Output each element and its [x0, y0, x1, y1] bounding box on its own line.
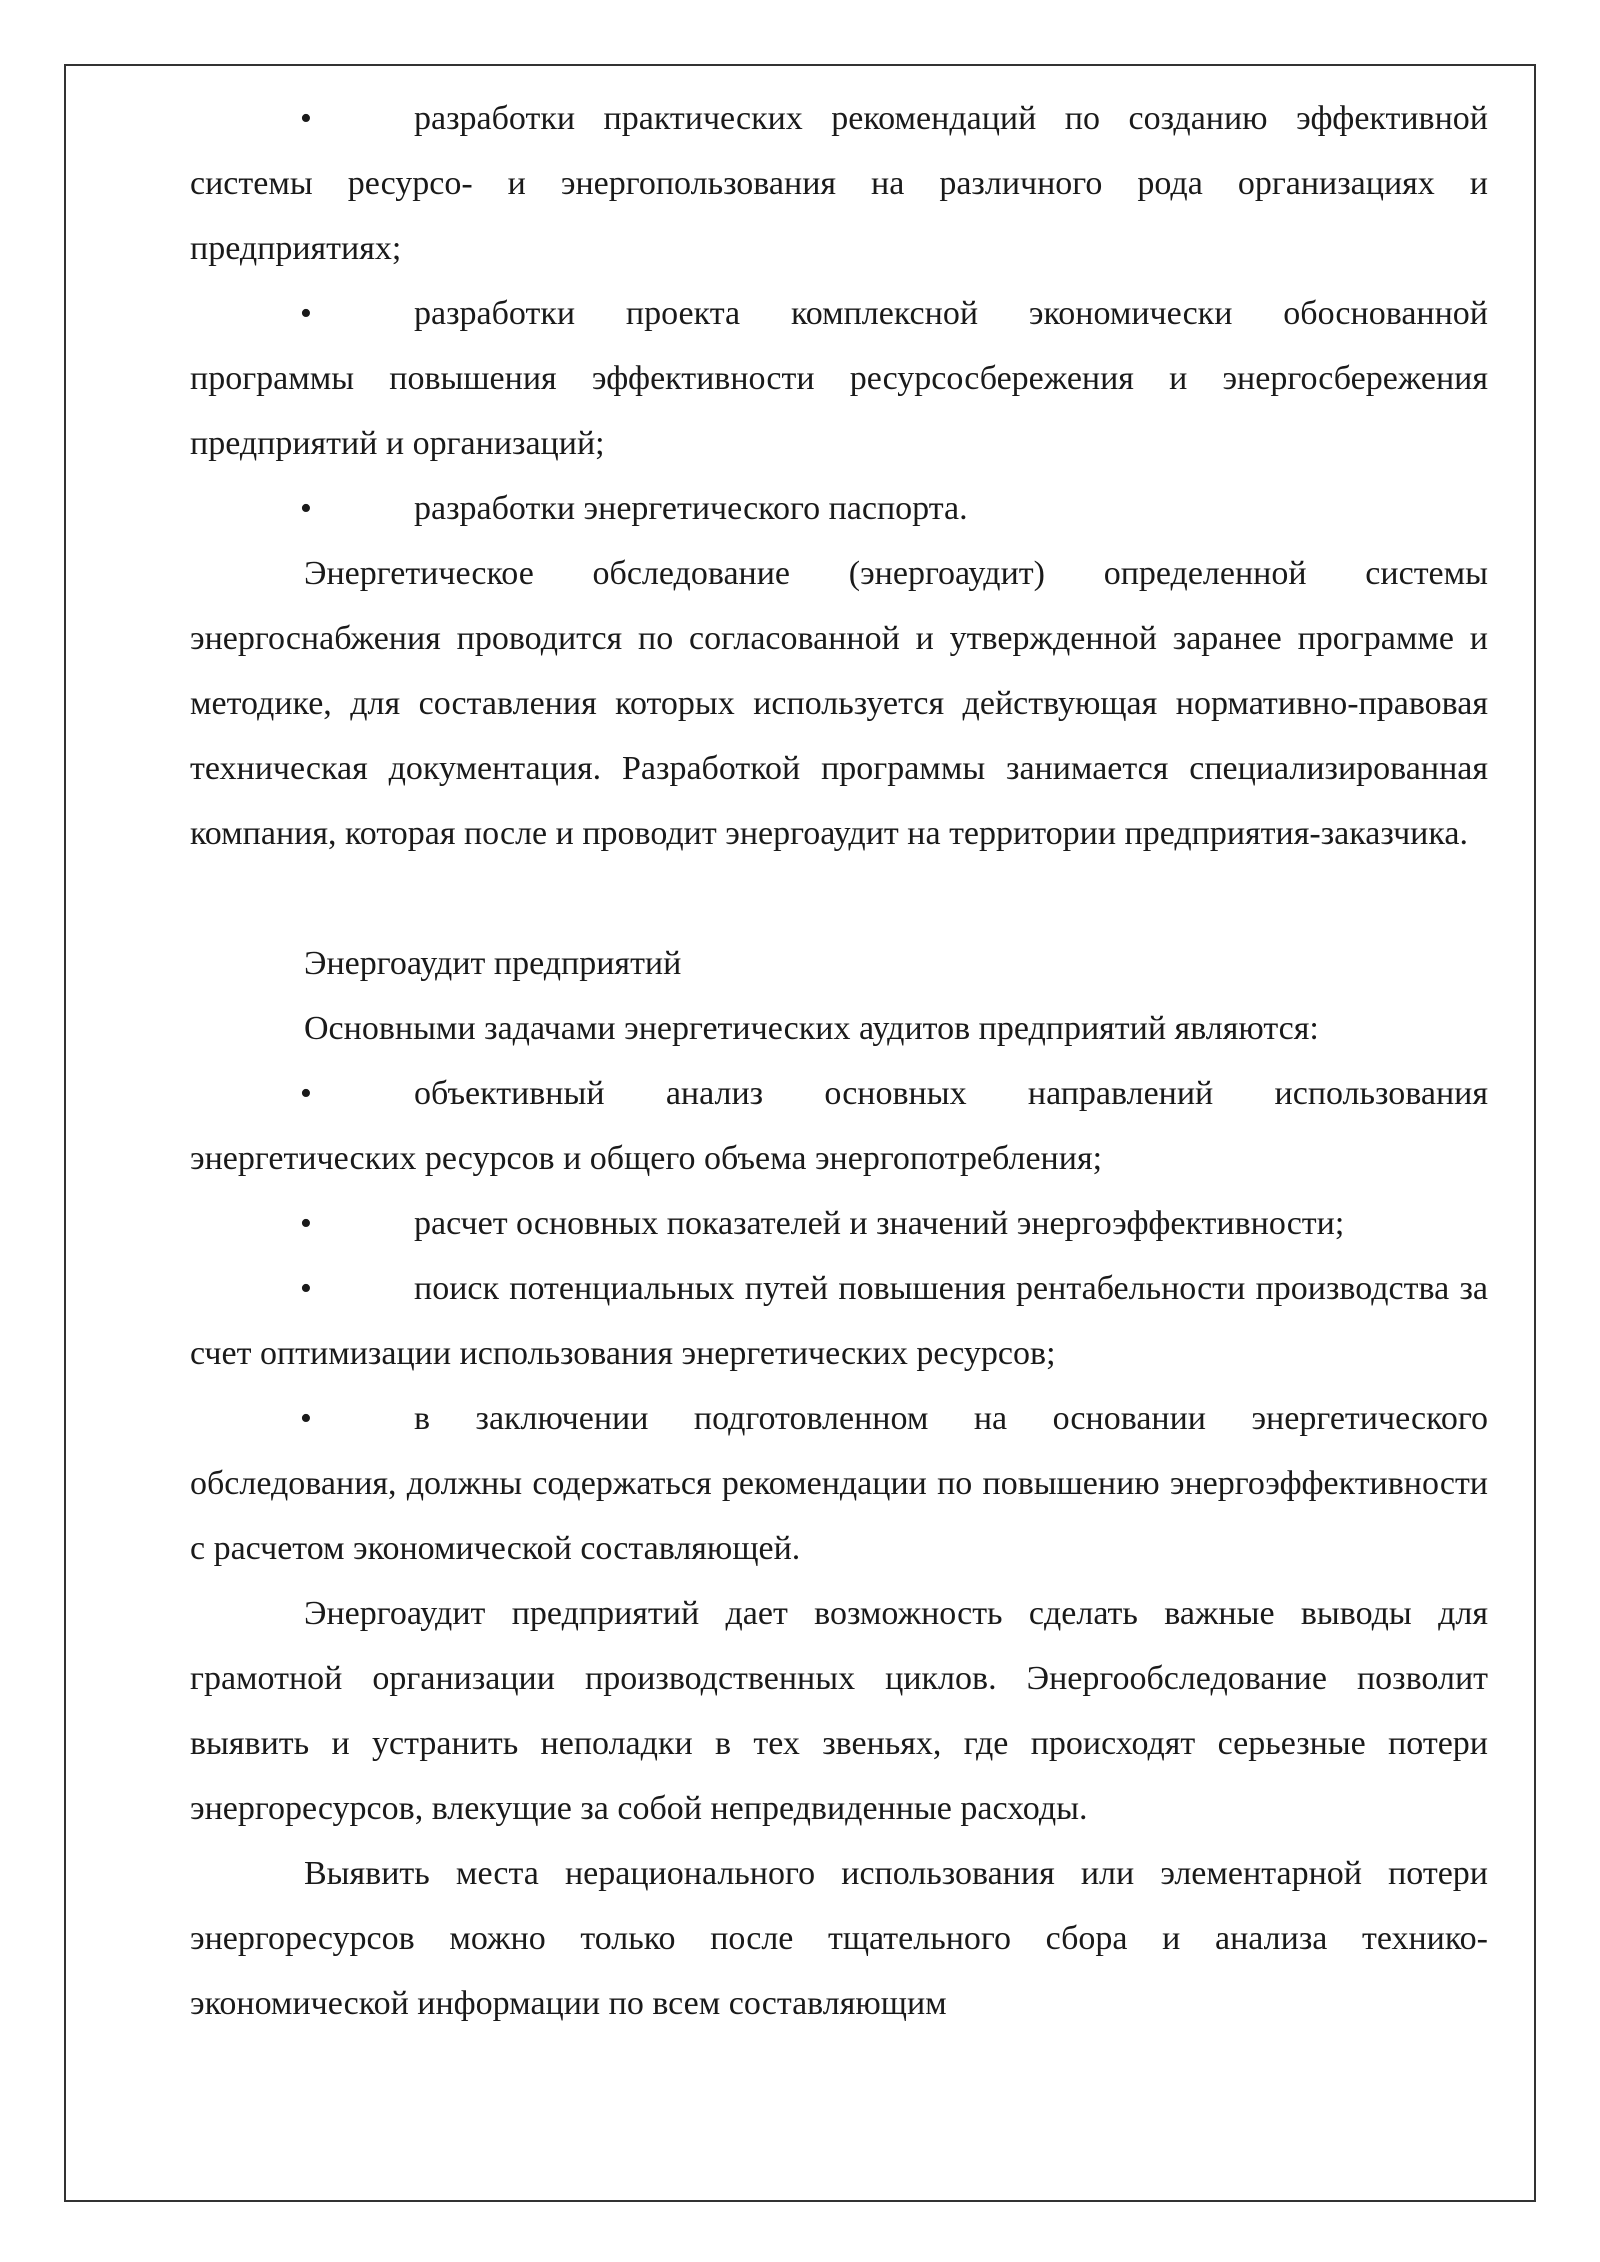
list-item — [190, 281, 1488, 476]
bullet-icon: • — [300, 490, 312, 527]
list-item-text: разработки энергетического паспорта. — [414, 490, 968, 527]
body-paragraph: Выявить места нерационального использования или элементарной потери энергоресурсов можно только после тщательного сбора и анализа технико-экономической информации по всем составляющим — [190, 1855, 1488, 2022]
bullet-icon: • — [300, 295, 312, 332]
body-paragraph: Энергоаудит предприятий дает возможность сделать важные выводы для грамотной организации производственных циклов. Энергообследование позволит выявить и устранить неполадки в тех звеньях, где происходят серьезные потери энергоресурсов, влекущие за собой непредвиденные расходы. — [190, 1595, 1488, 1827]
list-item — [190, 1386, 1488, 1581]
list-item — [190, 1191, 1488, 1256]
bullet-icon: • — [300, 1400, 312, 1437]
bullet-icon: • — [300, 1205, 312, 1242]
bullet-icon: • — [300, 1075, 312, 1112]
list-item — [190, 1061, 1488, 1191]
list-item — [190, 1256, 1488, 1386]
list-item-text: расчет основных показателей и значений энергоэффективности; — [414, 1205, 1345, 1242]
document-body — [190, 86, 1488, 2036]
list-item-text: поиск потенциальных путей повышения рентабельности производства за счет оптимизации использования энергетических ресурсов; — [190, 1270, 1488, 1372]
list-item-text: разработки практических рекомендаций по созданию эффективной системы ресурсо- и энергопользования на различного рода организациях и предприятиях; — [190, 100, 1488, 267]
body-paragraph: Энергетическое обследование (энергоаудит) определенной системы энергоснабжения проводится по согласованной и утвержденной заранее программе и методике, для составления которых используется действующая нормативно-правовая техническая документация. Разработкой программы занимается специализированная компания, которая после и проводит энергоаудит на территории предприятия-заказчика. — [190, 555, 1488, 852]
list-item-text: разработки проекта комплексной экономически обоснованной программы повышения эффективности ресурсосбережения и энергосбережения предприятий и организаций; — [190, 295, 1488, 462]
list-item — [190, 476, 1488, 541]
list-item — [190, 86, 1488, 281]
bullet-icon: • — [300, 1270, 312, 1307]
intro-line: Основными задачами энергетических аудитов предприятий являются: — [304, 1010, 1319, 1047]
paragraph-gap — [190, 866, 1488, 931]
section-heading: Энергоаудит предприятий — [304, 945, 682, 982]
list-item-text: объективный анализ основных направлений использования энергетических ресурсов и общего объема энергопотребления; — [190, 1075, 1488, 1177]
bullet-icon: • — [300, 100, 312, 137]
list-item-text: в заключении подготовленном на основании энергетического обследования, должны содержаться рекомендации по повышению энергоэффективности с расчетом экономической составляющей. — [190, 1400, 1488, 1567]
